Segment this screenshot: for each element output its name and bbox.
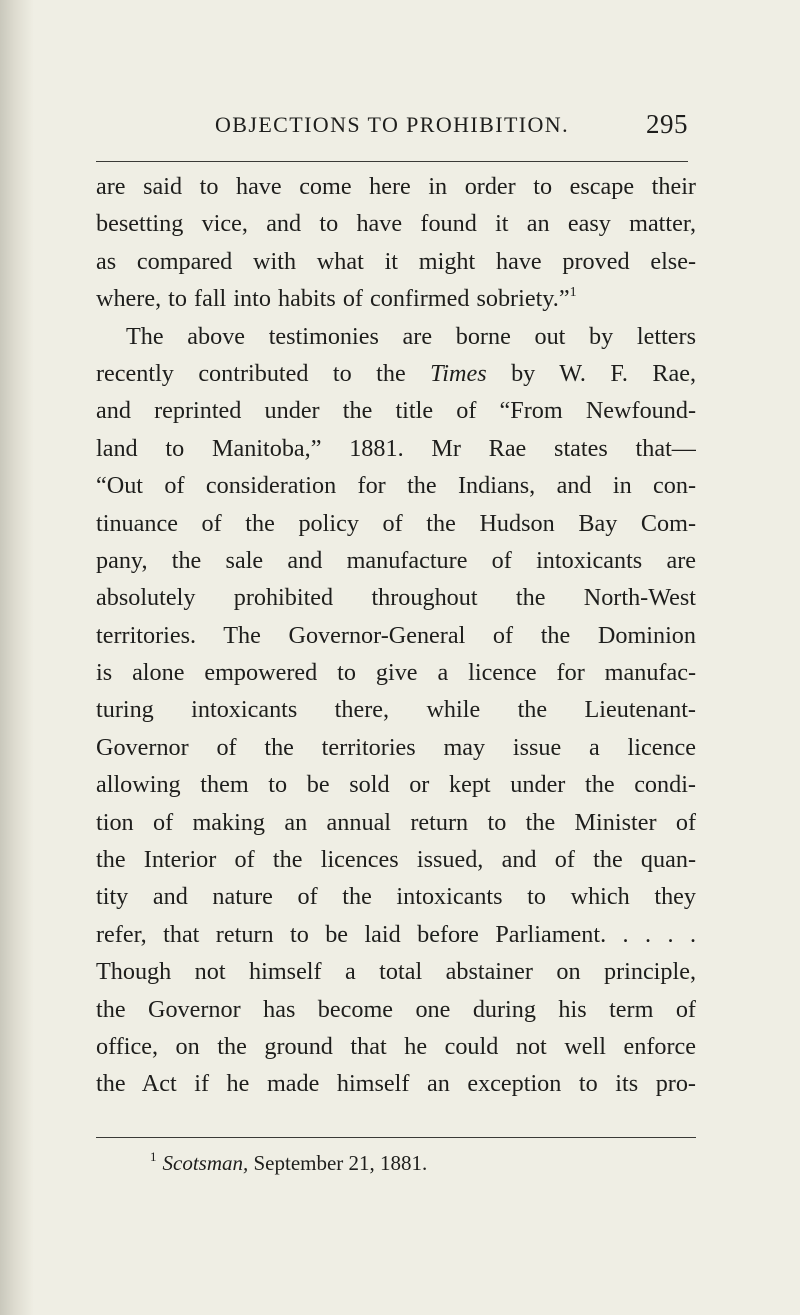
text-line: turing intoxicants there, while the Lieutenant-	[96, 696, 696, 724]
text-line: the Governor has become one during his term of	[96, 995, 696, 1023]
body-text	[96, 168, 696, 1103]
footnote-marker: 1	[150, 1149, 157, 1164]
running-title: OBJECTIONS TO PROHIBITION.	[215, 112, 569, 137]
text-line: territories. The Governor-General of the Dominion	[96, 621, 696, 649]
text-line: and reprinted under the title of “From Newfound-	[96, 397, 696, 425]
running-head	[96, 109, 688, 152]
footnote-source: Scotsman,	[162, 1151, 249, 1175]
text-line: tinuance of the policy of the Hudson Bay Com-	[96, 509, 696, 537]
text-line: tity and nature of the intoxicants to which they	[96, 883, 696, 911]
footnote-rule	[96, 1137, 696, 1138]
footnote	[150, 1151, 427, 1176]
footnote-text: September 21, 1881.	[253, 1151, 428, 1175]
text-line: as compared with what it might have proved else-	[96, 247, 696, 275]
text-line: allowing them to be sold or kept under the condi-	[96, 771, 696, 799]
text-line: pany, the sale and manufacture of intoxicants are	[96, 546, 696, 574]
text-line: recently contributed to the Times by W. F. Rae,	[96, 359, 696, 387]
text-line: “Out of consideration for the Indians, and in con-	[96, 472, 696, 500]
text-line: are said to have come here in order to escape their	[96, 173, 696, 200]
footnote-reference: 1	[569, 285, 577, 301]
text-line: land to Manitoba,” 1881. Mr Rae states that—	[96, 434, 696, 462]
text-line: refer, that return to be laid before Parliament. . . . .	[96, 920, 696, 948]
page-number: 295	[646, 109, 688, 139]
text-line: The above testimonies are borne out by letters	[126, 322, 696, 350]
header-rule	[96, 161, 688, 162]
text-line: Governor of the territories may issue a licence	[96, 733, 696, 761]
text-line: where, to fall into habits of confirmed sobriety.”$^1$	[96, 285, 577, 313]
text-line: Though not himself a total abstainer on principle,	[96, 958, 696, 986]
text-line: besetting vice, and to have found it an easy matter,	[96, 210, 696, 238]
text-line: the Act if he made himself an exception to its pro-	[96, 1070, 696, 1098]
publication-title: Times	[430, 359, 487, 387]
text-line: the Interior of the licences issued, and of the quan-	[96, 846, 696, 874]
text-line: is alone empowered to give a licence for manufac-	[96, 659, 696, 687]
text-line: tion of making an annual return to the Minister of	[96, 808, 696, 836]
text-line: absolutely prohibited throughout the North-West	[96, 584, 696, 612]
text-line: office, on the ground that he could not well enforce	[96, 1032, 696, 1060]
